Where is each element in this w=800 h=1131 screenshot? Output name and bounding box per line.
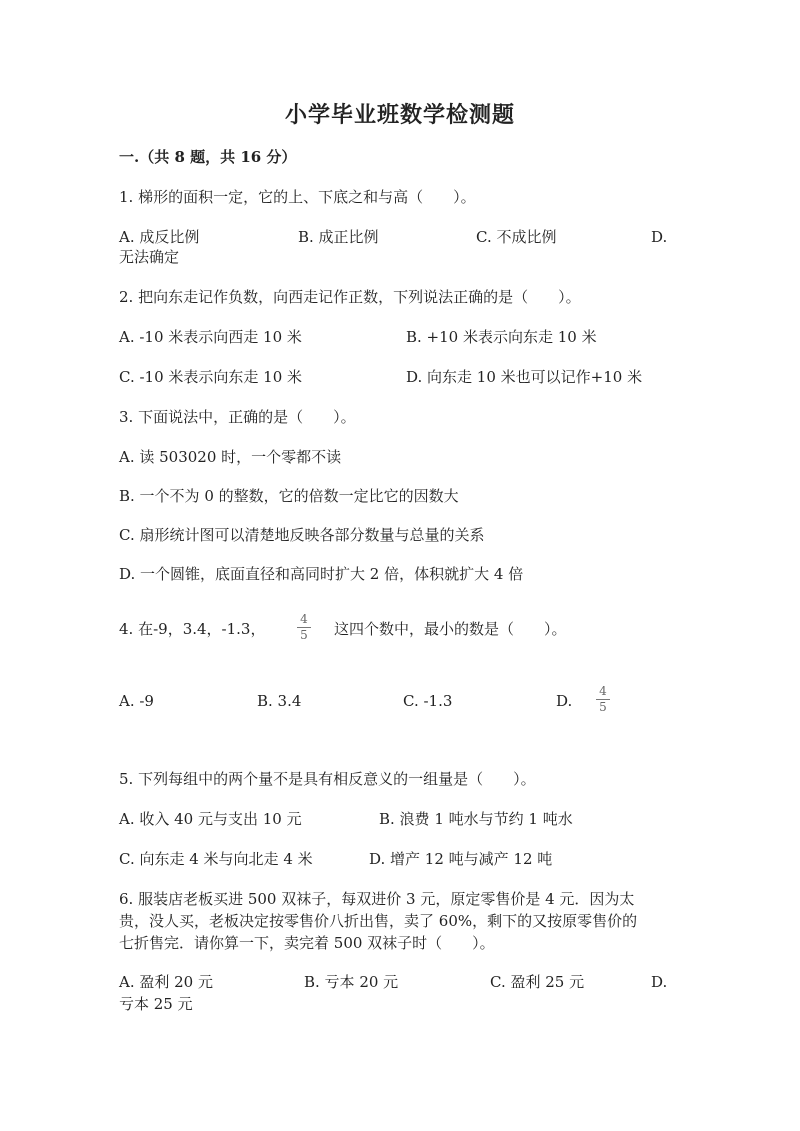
q1-option-c: C. 不成比例 xyxy=(476,228,557,246)
q2-option-d: D. 向东走 10 米也可以记作+10 米 xyxy=(406,368,643,386)
q6-option-c: C. 盈利 25 元 xyxy=(490,973,585,991)
question-3-stem: 3. 下面说法中，正确的是（ ）。 xyxy=(119,408,356,426)
q1-option-b: B. 成正比例 xyxy=(298,228,379,246)
q6-option-b: B. 亏本 20 元 xyxy=(304,973,399,991)
q3-option-c: C. 扇形统计图可以清楚地反映各部分数量与总量的关系 xyxy=(119,526,485,544)
q6-option-d-text: 亏本 25 元 xyxy=(119,995,193,1013)
fraction-numerator: 4 xyxy=(599,684,607,698)
question-6-stem-line-3: 七折售完．请你算一下，卖完着 500 双袜子时（ ）。 xyxy=(119,934,495,952)
fraction-numerator: 4 xyxy=(300,612,308,626)
fraction-denominator: 5 xyxy=(599,700,607,714)
question-6-stem-line-2: 贵，没人买，老板决定按零售价八折出售，卖了 60%，剩下的又按原零售价的 xyxy=(119,912,638,930)
q4-option-b: B. 3.4 xyxy=(257,692,302,710)
q3-option-a: A. 读 503020 时，一个零都不读 xyxy=(119,448,342,466)
q2-option-c: C. -10 米表示向东走 10 米 xyxy=(119,368,303,386)
page-title: 小学毕业班数学检测题 xyxy=(284,102,515,128)
question-4-stem-start: 4. 在-9，3.4，-1.3， xyxy=(119,620,266,638)
question-6-stem-line-1: 6. 服装店老板买进 500 双袜子，每双进价 3 元，原定零售价是 4 元．因为太 xyxy=(119,890,635,908)
q3-option-b: B. 一个不为 0 的整数，它的倍数一定比它的因数大 xyxy=(119,487,459,505)
section-heading: 一.（共 8 题，共 16 分） xyxy=(119,148,297,166)
question-4-stem-end: 这四个数中，最小的数是（ ）。 xyxy=(334,620,567,638)
q1-option-a: A. 成反比例 xyxy=(119,228,200,246)
option-d-fraction xyxy=(596,685,610,714)
q2-option-b: B. +10 米表示向东走 10 米 xyxy=(406,328,597,346)
question-5-stem: 5. 下列每组中的两个量不是具有相反意义的一组量是（ ）。 xyxy=(119,770,536,788)
q5-option-d: D. 增产 12 吨与减产 12 吨 xyxy=(369,850,553,868)
q1-option-d-text: 无法确定 xyxy=(119,248,180,266)
q5-option-c: C. 向东走 4 米与向北走 4 米 xyxy=(119,850,313,868)
fraction-four-fifths xyxy=(297,613,311,642)
q4-option-c: C. -1.3 xyxy=(403,692,453,710)
q5-option-b: B. 浪费 1 吨水与节约 1 吨水 xyxy=(379,810,573,828)
q1-option-d: D. xyxy=(651,228,668,246)
q6-option-d: D. xyxy=(651,973,668,991)
q4-option-a: A. -9 xyxy=(119,692,154,710)
q2-option-a: A. -10 米表示向西走 10 米 xyxy=(119,328,302,346)
question-1-stem: 1. 梯形的面积一定，它的上、下底之和与高（ ）。 xyxy=(119,188,476,206)
fraction-denominator: 5 xyxy=(300,628,308,642)
question-2-stem: 2. 把向东走记作负数，向西走记作正数，下列说法正确的是（ ）。 xyxy=(119,288,581,306)
q4-option-d: D. xyxy=(556,692,573,710)
q6-option-a: A. 盈利 20 元 xyxy=(119,973,213,991)
q3-option-d: D. 一个圆锥，底面直径和高同时扩大 2 倍，体积就扩大 4 倍 xyxy=(119,565,524,583)
q5-option-a: A. 收入 40 元与支出 10 元 xyxy=(119,810,302,828)
